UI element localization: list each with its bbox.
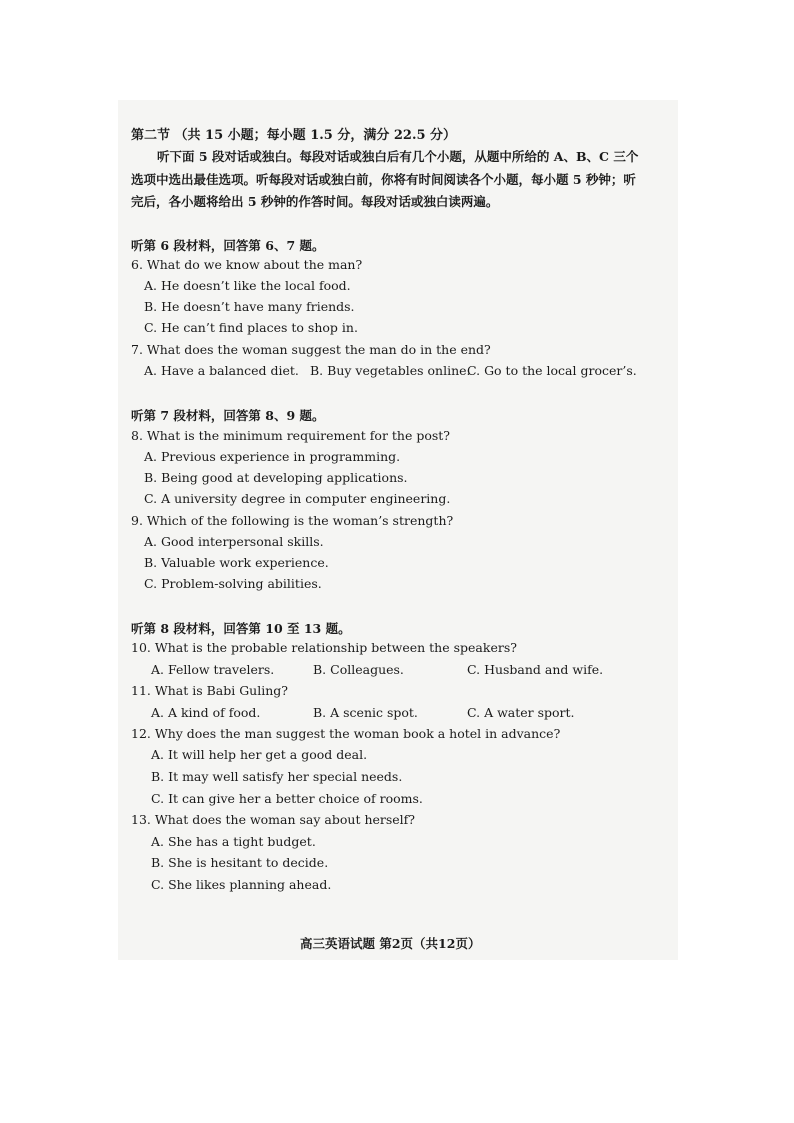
section-title: 第二节 （共 15 小题；每小题 1.5 分，满分 22.5 分） [131,128,457,143]
scanned-page-area [118,100,678,960]
question-6: 6. What do we know about the man? [131,257,363,272]
question-6-option-c: C. He can’t find places to shop in. [144,320,358,335]
question-13-option-c: C. She likes planning ahead. [151,877,332,892]
question-9-option-a: A. Good interpersonal skills. [144,534,324,549]
question-11: 11. What is Babi Guling? [131,683,288,698]
group-title-8: 听第 8 段材料，回答第 10 至 13 题。 [131,621,351,636]
question-12: 12. Why does the man suggest the woman book a hotel in advance? [131,726,561,741]
question-12-option-b: B. It may well satisfy her special needs. [151,769,403,784]
question-8-option-b: B. Being good at developing applications. [144,470,408,485]
question-7-option-b: B. Buy vegetables online. [310,363,471,378]
group-title-6: 听第 6 段材料，回答第 6、7 题。 [131,238,325,253]
question-11-option-c: C. A water sport. [467,705,575,720]
question-13: 13. What does the woman say about herself? [131,812,416,827]
question-10-option-b: B. Colleagues. [313,662,404,677]
question-7-option-a: A. Have a balanced diet. [144,363,299,378]
question-9: 9. Which of the following is the woman’s strength? [131,513,454,528]
instruction-line-2: 选项中选出最佳选项。听每段对话或独白前，你将有时间阅读各个小题，每小题 5 秒钟；听 [131,172,636,187]
question-8-option-c: C. A university degree in computer engineering. [144,491,451,506]
question-13-option-b: B. She is hesitant to decide. [151,855,329,870]
question-12-option-a: A. It will help her get a good deal. [151,747,368,762]
question-12-option-c: C. It can give her a better choice of rooms. [151,791,423,806]
question-9-option-c: C. Problem-solving abilities. [144,576,322,591]
question-8: 8. What is the minimum requirement for the post? [131,428,451,443]
group-title-7: 听第 7 段材料，回答第 8、9 题。 [131,408,325,423]
instruction-line-3: 完后，各小题将给出 5 秒钟的作答时间。每段对话或独白读两遍。 [131,194,499,209]
question-10: 10. What is the probable relationship between the speakers? [131,640,517,655]
question-13-option-a: A. She has a tight budget. [151,834,316,849]
question-10-option-c: C. Husband and wife. [467,662,604,677]
question-6-option-b: B. He doesn’t have many friends. [144,299,355,314]
question-11-option-a: A. A kind of food. [151,705,261,720]
question-6-option-a: A. He doesn’t like the local food. [144,278,351,293]
question-11-option-b: B. A scenic spot. [313,705,418,720]
question-9-option-b: B. Valuable work experience. [144,555,329,570]
instruction-line-1: 听下面 5 段对话或独白。每段对话或独白后有几个小题，从题中所给的 A、B、C 三个 [157,149,639,164]
question-10-option-a: A. Fellow travelers. [151,662,275,677]
question-7: 7. What does the woman suggest the man do in the end? [131,342,491,357]
page-footer: 高三英语试题 第2页（共12页） [300,936,481,951]
question-7-option-c: C. Go to the local grocer’s. [467,363,637,378]
question-8-option-a: A. Previous experience in programming. [144,449,401,464]
